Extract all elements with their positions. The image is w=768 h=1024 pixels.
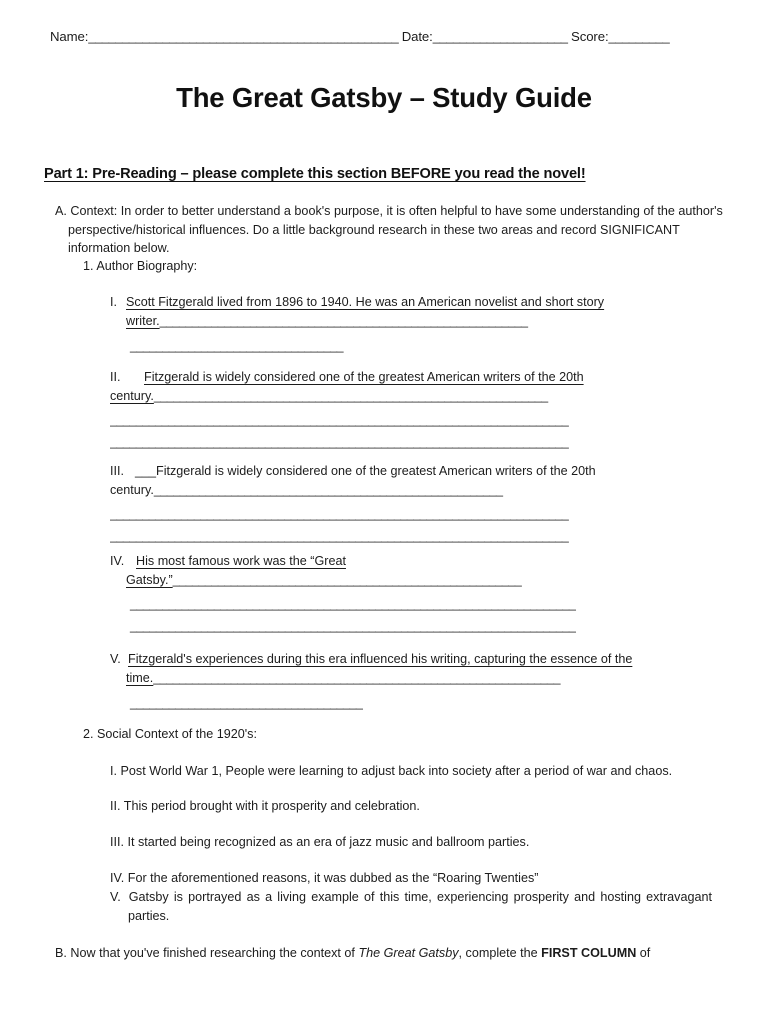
- answer-4-numeral: IV.: [110, 554, 125, 568]
- social-context-item-1: [110, 762, 717, 781]
- social-context-item-5: [110, 888, 712, 926]
- social-item-2-numeral: II.: [110, 799, 121, 813]
- answer-1-numeral: I.: [110, 295, 117, 309]
- social-context-item-2: [110, 797, 717, 816]
- answer-3-rule[interactable]: ______________________________________________________: [153, 482, 503, 497]
- social-item-4-numeral: IV.: [110, 871, 125, 885]
- score-label: Score:: [571, 29, 609, 44]
- social-item-4-text: For the aforementioned reasons, it was dubbed as the “Roaring Twenties”: [127, 871, 539, 885]
- answer-2-blank-rule-2[interactable]: _______________________________________________________________________: [110, 435, 569, 450]
- answer-2-rule[interactable]: _____________________________________________________________: [153, 388, 548, 403]
- answer-2-blank-rule-1[interactable]: _______________________________________________________________________: [110, 412, 569, 427]
- section-a-label: A.: [55, 204, 67, 218]
- answer-4-text-line-2[interactable]: Gatsby.”: [126, 572, 173, 587]
- date-label: Date:: [401, 29, 433, 44]
- answer-3-line-2: [110, 481, 694, 500]
- answer-2-text-line-1[interactable]: Fitzgerald is widely considered one of the greatest American writers of the 20th: [144, 370, 584, 384]
- subsection-2-label: 2.: [83, 727, 94, 741]
- answer-5-line-1: [110, 650, 694, 669]
- section-b-text-part-1: Now that you've finished researching the context of: [70, 946, 359, 960]
- name-label: Name:: [50, 29, 89, 44]
- subsection-1-label: 1.: [83, 259, 94, 273]
- social-item-1-text: Post World War 1, People were learning to adjust back into society after a period of war and chaos.: [120, 764, 673, 778]
- answer-4-rule[interactable]: ______________________________________________________: [172, 572, 522, 587]
- answer-2-line-1: [110, 368, 694, 387]
- social-context-item-4: [110, 869, 717, 888]
- social-item-3-numeral: III.: [110, 835, 124, 849]
- answer-5-text-line-1[interactable]: Fitzgerald's experiences during this era influenced his writing, capturing the essence of the: [128, 652, 633, 666]
- biography-answer-1: [110, 293, 694, 355]
- part-1-heading: Part 1: Pre-Reading – please complete this section BEFORE you read the novel!: [44, 166, 586, 182]
- page-title: The Great Gatsby – Study Guide: [176, 82, 592, 113]
- answer-3-text-line-2[interactable]: century.: [110, 482, 154, 497]
- section-b-closing: [55, 944, 723, 963]
- answer-4-blank-rule-2[interactable]: _____________________________________________________________________: [130, 619, 576, 634]
- answer-4-blank-rule-1[interactable]: _____________________________________________________________________: [130, 596, 576, 611]
- student-info-row: [50, 28, 716, 45]
- answer-1-blank-rule-1[interactable]: _________________________________: [130, 338, 343, 353]
- social-context-item-3: [110, 833, 717, 852]
- subsection-author-biography: [83, 257, 683, 276]
- subsection-2-title: Social Context of the 1920's:: [97, 727, 257, 741]
- answer-5-numeral: V.: [110, 652, 121, 666]
- social-item-3-text: It started being recognized as an era of jazz music and ballroom parties.: [127, 835, 530, 849]
- answer-5-rule[interactable]: _______________________________________________________________: [153, 670, 560, 685]
- answer-2-line-2: [110, 387, 694, 406]
- subsection-social-context: [83, 725, 683, 744]
- answer-3-numeral: III.: [110, 464, 124, 478]
- score-blank-rule[interactable]: _________: [608, 29, 670, 44]
- name-blank-rule[interactable]: ______________________________________________: [88, 29, 399, 44]
- answer-4-line-1: [110, 552, 694, 571]
- biography-answer-4: [110, 552, 694, 636]
- biography-answer-5: [110, 650, 694, 712]
- answer-1-line-2: [110, 312, 694, 331]
- subsection-1-text: Author Biography:: [96, 259, 198, 273]
- biography-answer-2: [110, 368, 694, 452]
- answer-1-rule[interactable]: _________________________________________________________: [159, 313, 528, 328]
- date-blank-rule[interactable]: ____________________: [432, 29, 568, 44]
- social-item-1-numeral: I.: [110, 764, 117, 778]
- answer-2-text-line-2[interactable]: century.: [110, 388, 154, 403]
- social-item-2-text: This period brought with it prosperity and celebration.: [123, 799, 420, 813]
- answer-1-text-line-2[interactable]: writer.: [126, 313, 160, 328]
- answer-5-blank-rule-1[interactable]: ____________________________________: [130, 695, 363, 710]
- answer-3-line-1: [110, 462, 694, 481]
- section-b-text-part-2: , complete the: [458, 946, 542, 960]
- answer-5-line-2: [110, 669, 694, 688]
- social-item-5-text: Gatsby is portrayed as a living example of this time, experiencing prosperity and hosting extravagant parties.: [128, 890, 712, 923]
- answer-3-blank-rule-1[interactable]: _______________________________________________________________________: [110, 506, 569, 521]
- answer-5-text-line-2[interactable]: time.: [126, 670, 154, 685]
- answer-4-line-2: [110, 571, 694, 590]
- answer-1-text-line-1[interactable]: Scott Fitzgerald lived from 1896 to 1940. He was an American novelist and short story: [126, 295, 605, 309]
- social-item-5-numeral: V.: [110, 890, 121, 904]
- answer-3-blank-rule-2[interactable]: _______________________________________________________________________: [110, 529, 569, 544]
- answer-1-line-1: [110, 293, 694, 312]
- answer-2-numeral: II.: [110, 370, 121, 384]
- answer-3-text-line-1[interactable]: ___Fitzgerald is widely considered one of the greatest American writers of the 20th: [135, 464, 596, 478]
- section-a-context: [55, 202, 723, 258]
- section-b-emphasis: FIRST COLUMN: [541, 946, 637, 960]
- section-b-label: B.: [55, 946, 67, 960]
- section-b-text-part-3: of: [636, 946, 651, 960]
- section-a-text: Context: In order to better understand a book's purpose, it is often helpful to have some understanding of the author's perspective/historical influences. Do a little background research in these two areas and record SIGNIFICANT information below.: [68, 204, 723, 256]
- biography-answer-3: [110, 462, 694, 546]
- answer-4-text-line-1[interactable]: His most famous work was the “Great: [136, 554, 346, 568]
- section-b-book-title: The Great Gatsby: [358, 946, 459, 960]
